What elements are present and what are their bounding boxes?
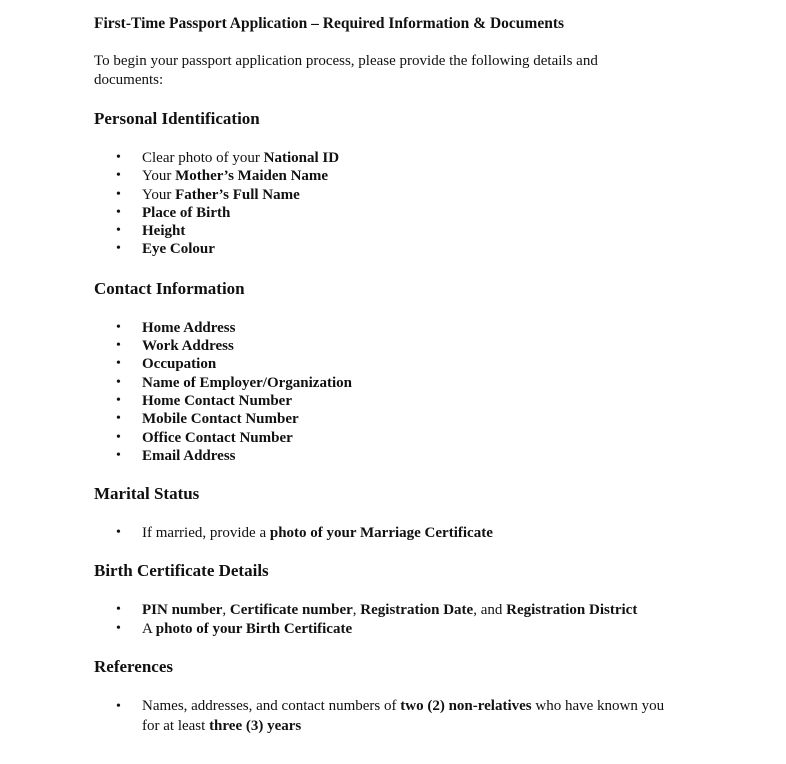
document: [94, 14, 694, 736]
list-item: [94, 374, 694, 392]
bullet-icon: •: [116, 168, 121, 184]
bullet-icon: •: [116, 429, 121, 445]
list-item: [94, 222, 694, 240]
bullet-icon: •: [116, 223, 121, 239]
bullet-icon: •: [116, 186, 121, 202]
bullet-icon: •: [116, 525, 121, 541]
bold-text: two (2) non-relatives: [400, 698, 532, 715]
bold-text: photo of your Marriage Certificate: [269, 525, 493, 542]
bullet-icon: •: [116, 374, 121, 390]
bold-text: Father’s Full Name: [175, 186, 300, 203]
bullet-icon: •: [116, 204, 121, 220]
bold-text: Certificate number: [229, 602, 353, 619]
bullet-icon: •: [116, 602, 121, 618]
intro-paragraph: To begin your passport application process, please provide the following details and documents:: [94, 53, 598, 88]
list-item: [94, 167, 694, 185]
list-item: [94, 620, 694, 638]
list-item: [94, 319, 694, 337]
item-text: ,: [222, 602, 230, 619]
bold-text: National ID: [263, 150, 340, 166]
section-heading: Marital Status: [94, 484, 200, 504]
list-item: [94, 429, 694, 447]
bold-text: Home Address: [142, 319, 236, 336]
list-item: [94, 410, 694, 428]
bullet-icon: •: [116, 411, 121, 427]
bullet-list: [94, 697, 694, 736]
bold-text: Mobile Contact Number: [142, 411, 299, 428]
bold-text: Mother’s Maiden Name: [175, 168, 329, 185]
bullet-icon: •: [116, 150, 121, 165]
item-text: Clear photo of your: [142, 150, 264, 166]
section-heading: Birth Certificate Details: [94, 561, 269, 581]
item-text: If married, provide a: [142, 525, 270, 542]
list-item: [94, 186, 694, 204]
list-item: [94, 524, 694, 542]
item-text: Your: [142, 168, 176, 185]
section-heading: Contact Information: [94, 278, 245, 298]
bold-text: Occupation: [142, 356, 217, 373]
section-personal-identification: [94, 108, 694, 259]
section-contact-information: [94, 278, 694, 465]
bold-text: Home Contact Number: [142, 392, 292, 409]
bold-text: Height: [142, 223, 186, 240]
list-item: [94, 392, 694, 410]
list-item: [94, 337, 694, 355]
bullet-icon: •: [116, 392, 121, 408]
bullet-icon: •: [116, 699, 121, 715]
bullet-icon: •: [116, 620, 121, 636]
item-text: ,: [352, 602, 361, 619]
item-text: Names, addresses, and contact numbers of: [142, 698, 401, 715]
list-item: [94, 149, 694, 167]
bold-text: Registration Date: [360, 602, 474, 619]
section-birth-certificate-details: [94, 560, 694, 638]
bullet-icon: •: [116, 356, 121, 372]
list-item: [94, 447, 694, 465]
bullet-list: [94, 319, 694, 465]
bold-text: Email Address: [142, 447, 236, 464]
list-item: [94, 240, 694, 258]
bold-text: Registration District: [506, 602, 638, 619]
list-item: [94, 697, 682, 736]
bold-text: three (3) years: [209, 717, 302, 734]
item-text: A: [142, 620, 156, 637]
bold-text: Place of Birth: [142, 204, 231, 221]
bullet-icon: •: [116, 447, 121, 463]
list-item: [94, 355, 694, 373]
bullet-icon: •: [116, 319, 121, 335]
bullet-list: [94, 149, 694, 259]
bold-text: Work Address: [142, 338, 234, 355]
document-title: First-Time Passport Application – Required Information & Documents: [94, 15, 565, 32]
section-references: [94, 656, 694, 736]
bold-text: photo of your Birth Certificate: [155, 620, 353, 637]
bullet-list: [94, 524, 694, 542]
list-item: [94, 601, 694, 619]
section-marital-status: [94, 483, 694, 542]
item-text: who have known you for at least: [142, 698, 665, 734]
section-heading: Personal Identification: [94, 109, 260, 128]
bold-text: Name of Employer/Organization: [142, 374, 352, 391]
item-text: Your: [142, 186, 176, 203]
item-text: , and: [473, 602, 507, 619]
bold-text: PIN number: [142, 602, 223, 619]
bullet-icon: •: [116, 241, 121, 257]
bullet-icon: •: [116, 338, 121, 354]
bullet-list: [94, 601, 694, 638]
list-item: [94, 204, 694, 222]
bold-text: Eye Colour: [142, 241, 215, 258]
section-heading: References: [94, 657, 173, 677]
bold-text: Office Contact Number: [142, 429, 293, 446]
